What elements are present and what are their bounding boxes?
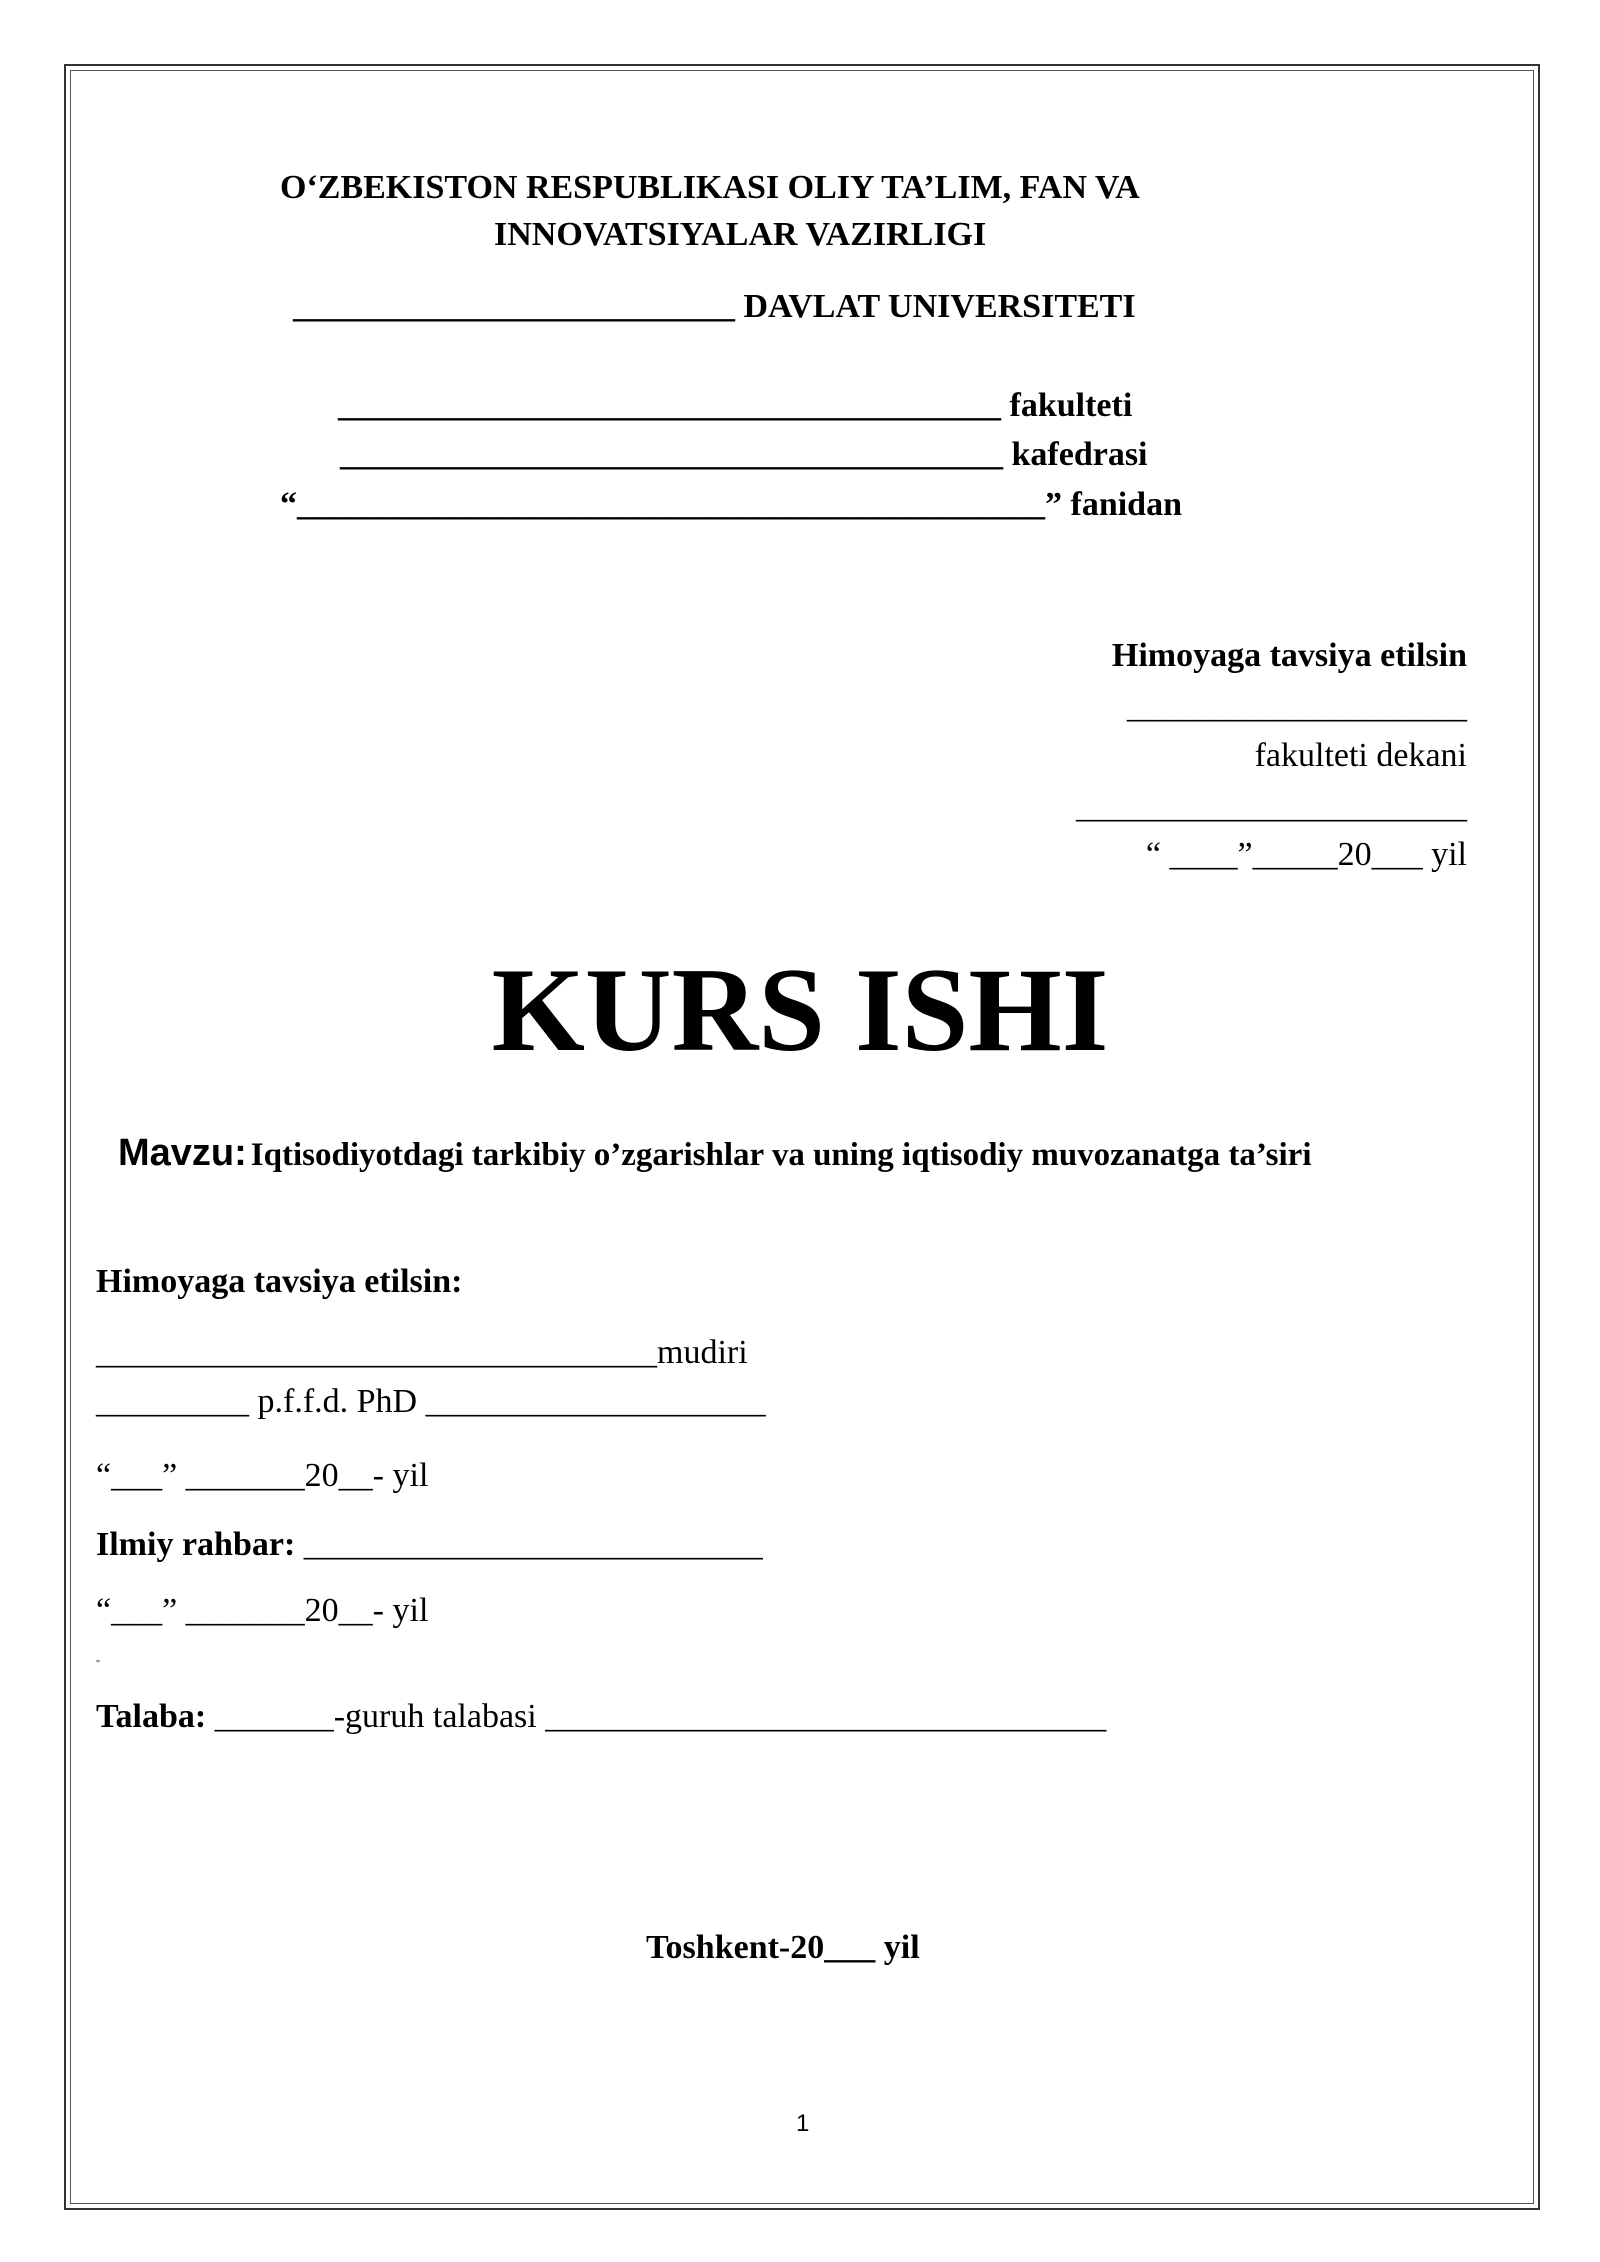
department-line: _______________________________________ kafedrasi: [340, 436, 1148, 473]
student-text: _______-guruh talabasi _________________________________: [214, 1698, 1107, 1735]
ministry-line-1: O‘ZBEKISTON RESPUBLIKASI OLIY TA’LIM, FAN VA: [280, 169, 1140, 206]
student-label: Talaba:: [96, 1698, 207, 1735]
dean-role: fakulteti dekani: [1254, 737, 1467, 774]
ministry-line-2: INNOVATSIYALAR VAZIRLIGI: [494, 216, 987, 253]
dean-signature-line: ____________________: [1127, 688, 1467, 725]
document-title: KURS ISHI: [491, 943, 1109, 1076]
head-of-department-line: _________________________________mudiri: [96, 1334, 748, 1371]
topic: [118, 1134, 1312, 1172]
topic-text: Iqtisodiyotdagi tarkibiy o’zgarishlar va uning iqtisodiy muvozanatga ta’siri: [250, 1137, 1312, 1173]
dean-approval-title: Himoyaga tavsiya etilsin: [1111, 637, 1467, 674]
topic-label: Mavzu:: [118, 1132, 247, 1174]
dean-approval-date: “ ____”_____20___ yil: [1145, 836, 1467, 873]
university-name: __________________________ DAVLAT UNIVERSITETI: [293, 288, 1136, 325]
head-approval-title: Himoyaga tavsiya etilsin:: [96, 1263, 463, 1300]
head-approval-date: “___” _______20__- yil: [96, 1457, 429, 1494]
faculty-line: _______________________________________ fakulteti: [338, 387, 1133, 424]
supervisor-line: [96, 1528, 763, 1562]
subject-line: “____________________________________________” fanidan: [280, 486, 1182, 523]
tiny-mark: ": [96, 1659, 101, 1670]
city-year: Toshkent-20___ yil: [646, 1929, 920, 1966]
dean-name-line: _______________________: [1076, 788, 1467, 825]
supervisor-date: “___” _______20__- yil: [96, 1592, 429, 1629]
supervisor-label: Ilmiy rahbar:: [96, 1526, 296, 1563]
student-line: [96, 1700, 1106, 1734]
degree-line: _________ p.f.f.d. PhD ____________________: [96, 1383, 766, 1420]
supervisor-name-line: ___________________________: [303, 1526, 763, 1563]
page-number: 1: [796, 2110, 810, 2137]
